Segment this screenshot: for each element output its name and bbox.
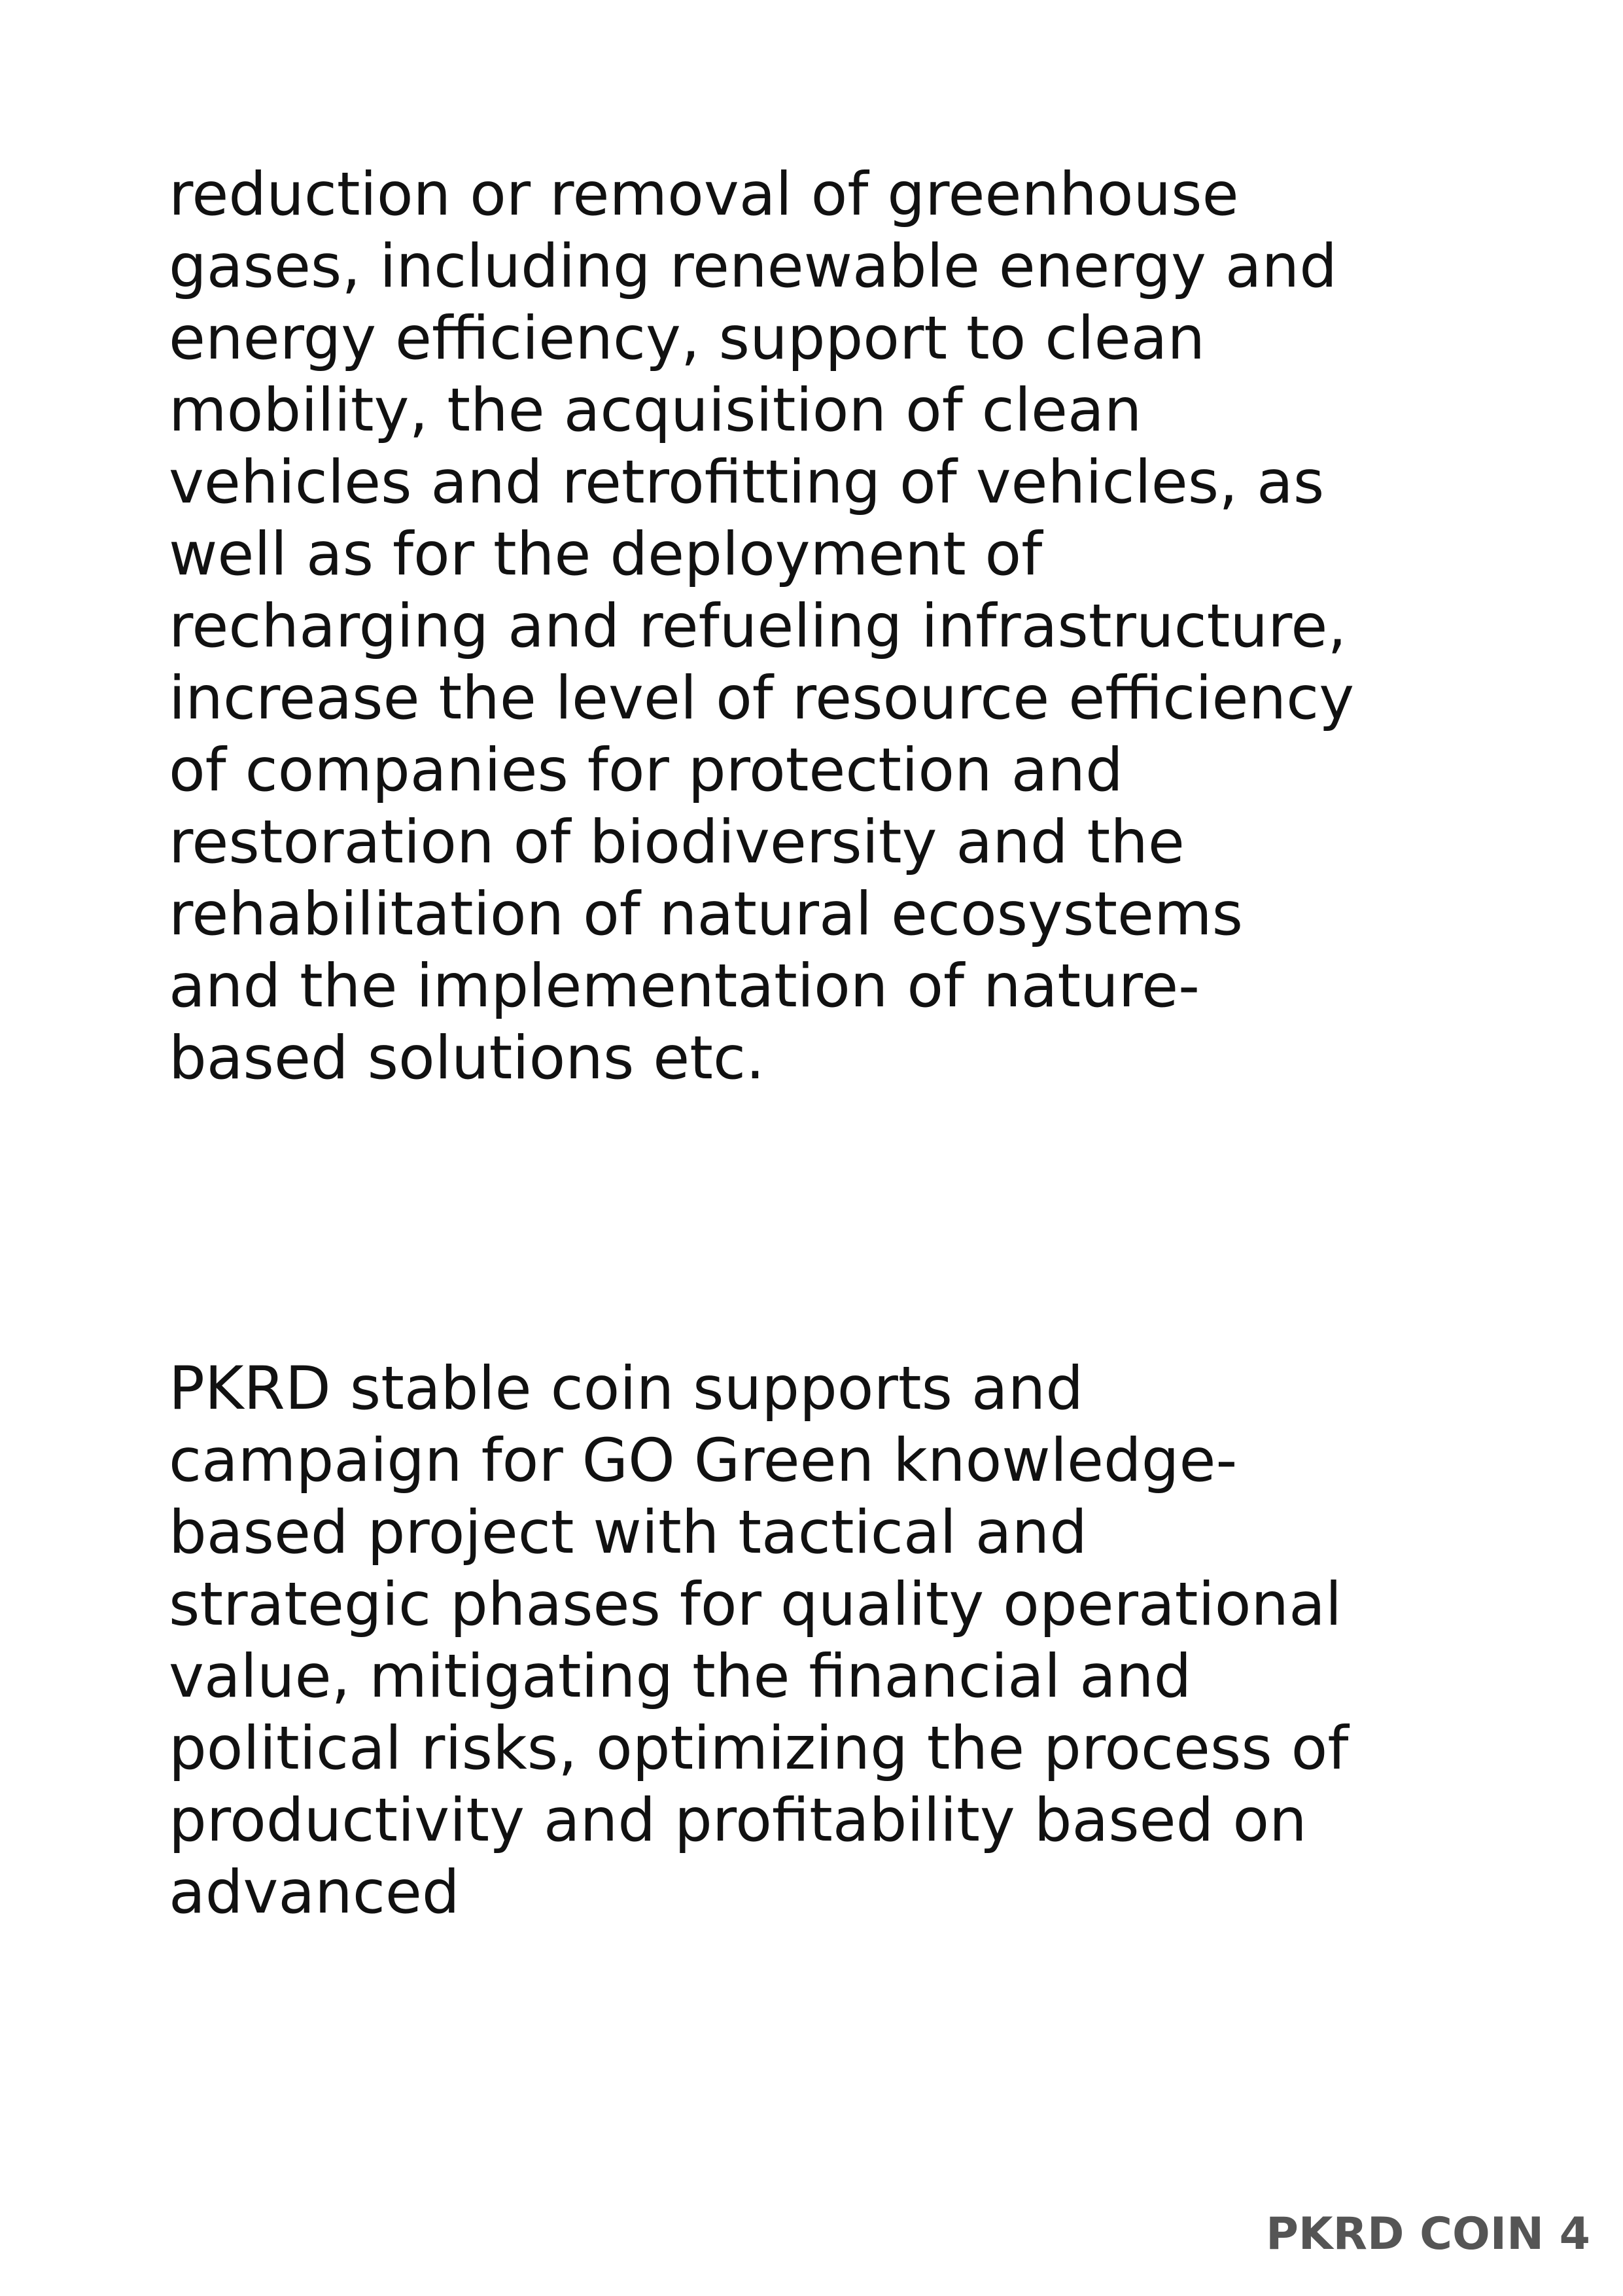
paragraph-line: vehicles and retrofitting of vehicles, as	[169, 448, 1325, 517]
paragraph-line: campaign for GO Green knowledge-	[169, 1426, 1238, 1495]
paragraph-line: recharging and refueling infrastructure,	[169, 592, 1347, 661]
paragraph-line: increase the level of resource efficiency	[169, 664, 1355, 733]
body-paragraph-2	[169, 1353, 1510, 1929]
paragraph-line: political risks, optimizing the process of	[169, 1714, 1349, 1783]
paragraph-line: strategic phases for quality operational	[169, 1570, 1342, 1639]
paragraph-line: mobility, the acquisition of clean	[169, 376, 1142, 445]
paragraph-line: reduction or removal of greenhouse	[169, 160, 1239, 229]
paragraph-line: restoration of biodiversity and the	[169, 808, 1185, 877]
paragraph-line: PKRD stable coin supports and	[169, 1354, 1084, 1423]
paragraph-line: energy efficiency, support to clean	[169, 304, 1206, 373]
paragraph-line: of companies for protection and	[169, 736, 1123, 805]
paragraph-line: value, mitigating the financial and	[169, 1642, 1192, 1711]
page-footer: PKRD COIN 4	[1266, 2208, 1590, 2260]
paragraph-line: well as for the deployment of	[169, 520, 1043, 589]
paragraph-line: gases, including renewable energy and	[169, 232, 1337, 301]
paragraph-line: productivity and profitability based on	[169, 1786, 1307, 1855]
paragraph-line: based solutions etc.	[169, 1024, 765, 1093]
paragraph-line: and the implementation of nature-	[169, 952, 1200, 1021]
body-paragraph-1	[169, 159, 1510, 1095]
paragraph-line: rehabilitation of natural ecosystems	[169, 880, 1244, 949]
paragraph-line: advanced	[169, 1858, 460, 1927]
paragraph-line: based project with tactical and	[169, 1498, 1088, 1567]
